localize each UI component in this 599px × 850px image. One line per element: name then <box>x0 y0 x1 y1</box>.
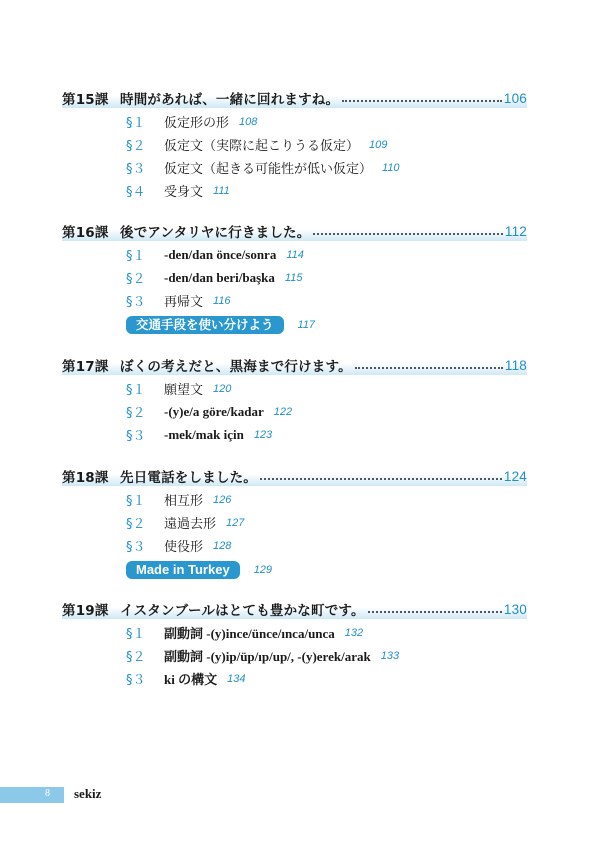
section-item[interactable] <box>126 179 527 202</box>
chapter-title: 後でアンタリヤに行きました。 <box>120 225 311 241</box>
chapter-number: 第18課 <box>62 470 109 486</box>
section-title: -mek/mak için <box>164 426 244 442</box>
section-item[interactable] <box>126 289 527 312</box>
section-item[interactable] <box>126 110 527 133</box>
chapter-title: 時間があれば、一緒に回れますね。 <box>120 92 340 108</box>
section-title: -(y)e/a göre/kadar <box>164 403 264 419</box>
column-badge: Made in Turkey <box>126 561 240 579</box>
section-item[interactable] <box>126 534 527 557</box>
section-mark: §３ <box>126 673 146 688</box>
column-badge: 交通手段を使い分けよう <box>126 316 284 334</box>
section-mark: §３ <box>126 540 146 555</box>
section-mark: §２ <box>126 272 146 287</box>
chapter-heading[interactable] <box>62 88 527 108</box>
section-list <box>126 488 527 581</box>
chapter-page: 118 <box>504 357 527 373</box>
section-title: 仮定文（実際に起こりうる仮定） <box>164 139 360 154</box>
section-title: 受身文 <box>164 185 204 200</box>
section-page: 108 <box>239 115 258 128</box>
section-page: 109 <box>369 138 388 151</box>
section-page: 123 <box>253 428 273 441</box>
chapter-title: 先日電話をしました。 <box>120 470 257 486</box>
section-item[interactable] <box>126 243 527 266</box>
chapter-number: 第19課 <box>62 603 109 619</box>
section-mark: §１ <box>126 116 146 131</box>
chapter-page: 124 <box>503 468 527 484</box>
section-mark: §３ <box>126 162 146 177</box>
section-page: 120 <box>213 382 232 395</box>
section-title: 遠過去形 <box>164 517 217 532</box>
section-item[interactable] <box>126 377 527 400</box>
chapter-15 <box>62 88 527 202</box>
chapter-number: 第16課 <box>62 225 109 241</box>
section-title: -den/dan beri/başka <box>164 269 275 285</box>
chapter-page: 130 <box>503 601 527 617</box>
section-title: 副動詞 -(y)ince/ünce/ınca/unca <box>164 626 335 641</box>
section-mark: §３ <box>126 429 146 444</box>
footer-bar <box>0 787 64 803</box>
chapter-heading[interactable] <box>62 221 527 241</box>
section-page: 133 <box>380 649 400 662</box>
chapter-heading[interactable] <box>62 599 527 619</box>
section-item[interactable] <box>126 266 527 289</box>
chapter-number: 第15課 <box>62 92 109 108</box>
section-title: ki の構文 <box>164 672 218 687</box>
section-title: 相互形 <box>164 494 204 509</box>
section-page: 127 <box>226 516 245 529</box>
section-list <box>126 243 527 336</box>
section-mark: §１ <box>126 627 146 642</box>
section-list <box>126 110 527 202</box>
section-title: 仮定形の形 <box>164 116 230 131</box>
section-title: 副動詞 -(y)ip/üp/ıp/up/, -(y)erek/arak <box>164 649 371 664</box>
chapter-number: 第17課 <box>62 359 109 375</box>
section-title: -den/dan önce/sonra <box>164 246 277 262</box>
section-item[interactable] <box>126 488 527 511</box>
section-title: 再帰文 <box>164 295 204 310</box>
section-item[interactable] <box>126 621 527 644</box>
section-list <box>126 621 527 690</box>
leader-dots <box>355 366 503 369</box>
column-item[interactable] <box>126 313 527 336</box>
section-page: 134 <box>227 672 246 685</box>
section-item[interactable] <box>126 156 527 179</box>
leader-dots <box>342 99 502 102</box>
chapter-17 <box>62 355 527 446</box>
section-page: 116 <box>213 294 231 307</box>
section-page: 114 <box>286 248 304 261</box>
section-title: 願望文 <box>164 383 204 398</box>
section-item[interactable] <box>126 133 527 156</box>
section-title: 使役形 <box>164 540 204 555</box>
section-page: 122 <box>273 405 293 418</box>
section-item[interactable] <box>126 400 527 423</box>
chapter-heading[interactable] <box>62 466 527 486</box>
section-mark: §１ <box>126 383 146 398</box>
section-mark: §１ <box>126 494 146 509</box>
chapter-page: 106 <box>503 90 527 106</box>
chapter-heading[interactable] <box>62 355 527 375</box>
section-mark: §４ <box>126 185 146 200</box>
chapter-title: ぼくの考えだと、黒海まで行けます。 <box>120 359 352 375</box>
section-page: 128 <box>213 539 232 552</box>
section-page: 115 <box>284 271 303 284</box>
chapter-page: 112 <box>504 223 527 239</box>
section-page: 111 <box>213 184 230 197</box>
section-mark: §２ <box>126 650 146 665</box>
leader-dots <box>260 477 502 480</box>
column-item[interactable] <box>126 558 527 581</box>
section-mark: §２ <box>126 139 146 154</box>
section-item[interactable] <box>126 644 527 667</box>
section-list <box>126 377 527 446</box>
section-item[interactable] <box>126 423 527 446</box>
chapter-16 <box>62 221 527 336</box>
section-item[interactable] <box>126 667 527 690</box>
section-mark: §３ <box>126 295 146 310</box>
chapter-18 <box>62 466 527 581</box>
section-mark: §２ <box>126 517 146 532</box>
footer-page-number: 8 <box>45 788 50 799</box>
section-page: 110 <box>382 161 400 174</box>
section-mark: §２ <box>126 406 146 421</box>
leader-dots <box>313 232 502 235</box>
leader-dots <box>368 610 502 613</box>
chapter-title: イスタンブールはとても豊かな町です。 <box>120 603 365 619</box>
section-mark: §１ <box>126 249 146 264</box>
section-item[interactable] <box>126 511 527 534</box>
section-page: 126 <box>213 493 232 506</box>
column-page: 117 <box>297 318 316 331</box>
column-page: 129 <box>253 563 273 576</box>
section-title: 仮定文（起きる可能性が低い仮定） <box>164 162 373 177</box>
footer-page-word: sekiz <box>74 786 102 801</box>
section-page: 132 <box>344 626 364 639</box>
chapter-19 <box>62 599 527 690</box>
